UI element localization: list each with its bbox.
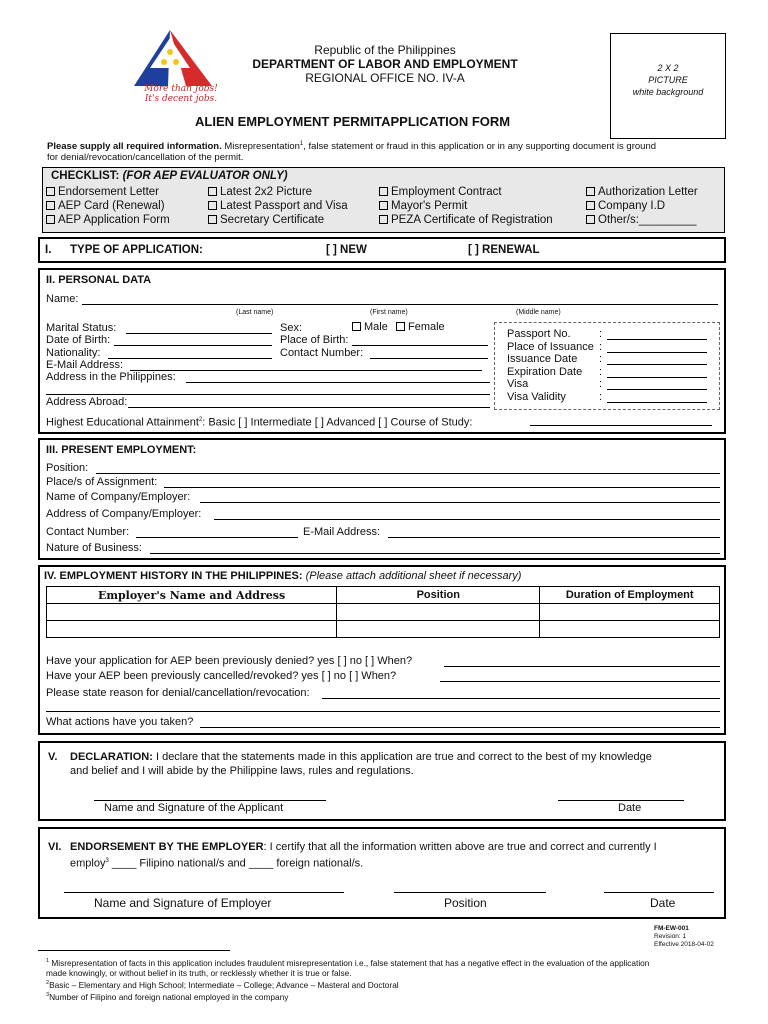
place-of-assignment-label: Place/s of Assignment: (46, 476, 158, 488)
education-line: Highest Educational Attainment$^2$: Basic [ ] Intermediate [ ] Advanced [ ] Course of Study: (46, 416, 473, 429)
nature-of-business-label: Nature of Business: (46, 542, 142, 554)
checklist-item[interactable]: Other/s:_________ (586, 213, 698, 227)
company-email-field[interactable] (388, 537, 720, 538)
section-employment-history (38, 565, 726, 735)
checklist-item[interactable]: Authorization Letter (586, 185, 698, 199)
duration-header: Duration of Employment (540, 587, 720, 604)
section-endorsement (38, 827, 726, 919)
passport-labels (507, 328, 594, 404)
middle-name-caption: (Middle name) (516, 309, 561, 316)
applicant-date-field[interactable] (558, 800, 684, 801)
address-abroad-field[interactable] (128, 407, 490, 408)
checklist-item[interactable]: Mayor's Permit (379, 199, 553, 213)
visa-validity-label: Visa Validity (507, 390, 566, 403)
employer-position-label: Position (444, 896, 487, 910)
checklist-item[interactable]: AEP Card (Renewal) (46, 199, 170, 213)
photo-size: 2 X 2 (657, 63, 679, 73)
place-of-issuance-label: Place of Issuance (507, 340, 594, 353)
place-of-issuance-field[interactable] (607, 352, 707, 353)
checklist-col3 (379, 185, 553, 227)
declaration-text-2: and belief and I will abide by the Philippine laws, rules and regulations. (70, 765, 414, 777)
place-of-assignment-field[interactable] (164, 487, 720, 488)
table-row (47, 604, 720, 621)
nationality-field[interactable] (108, 358, 272, 359)
section-declaration (38, 741, 726, 821)
checklist-col1 (46, 185, 170, 227)
employer-position-field[interactable] (394, 892, 546, 893)
actions-field[interactable] (200, 727, 720, 728)
checklist-box (42, 167, 725, 233)
company-email-label: E-Mail Address: (303, 526, 381, 538)
position-field[interactable] (96, 473, 720, 474)
checklist-col2 (208, 185, 348, 227)
section6-number: VI. (48, 841, 62, 853)
name-field[interactable] (82, 304, 718, 305)
company-contact-label: Contact Number: (46, 526, 130, 538)
pob-field[interactable] (352, 345, 488, 346)
checklist-col4 (586, 185, 698, 227)
endorsement-text-2: employ$^3$ ____ Filipino national/s and ____ foreign national/s. (70, 857, 364, 870)
nationality-label: Nationality: (46, 347, 101, 359)
nature-of-business-field[interactable] (150, 553, 720, 554)
reason-question: Please state reason for denial/cancellation/revocation: (46, 687, 310, 699)
renewal-option[interactable]: [ ] RENEWAL (468, 244, 540, 256)
course-of-study-field[interactable] (530, 425, 712, 426)
address-abroad-label: Address Abroad: (46, 396, 128, 408)
revoked-when-field[interactable] (440, 681, 720, 682)
dob-field[interactable] (114, 345, 272, 346)
section5-number: V. (48, 751, 58, 763)
employer-signature-label: Name and Signature of Employer (94, 896, 272, 910)
section-type-of-application (38, 237, 726, 263)
footnote-3: $^3$Number of Filipino and foreign national employed in the company (46, 991, 289, 1002)
footnote-1: $^1$ Misrepresentation of facts in this application includes fraudulent misrepresentation i.e., false statement that has a negative effect in the evaluation of the application (46, 957, 650, 968)
logo-slogan-2: It's decent jobs. (144, 94, 218, 104)
footnote-1-cont: made knowingly, or without belief in its truth, or recklessly whether it is true or false. (46, 967, 352, 978)
first-name-caption: (First name) (370, 309, 408, 316)
passport-box (494, 322, 720, 410)
employer-signature-field[interactable] (64, 892, 344, 893)
section4-title: IV. EMPLOYMENT HISTORY IN THE PHILIPPINES: (Please attach additional sheet if necessary) (44, 570, 522, 582)
male-option[interactable]: Male (352, 321, 388, 334)
expiration-date-field[interactable] (607, 377, 707, 378)
female-option[interactable]: Female (396, 321, 445, 334)
company-label: Name of Company/Employer: (46, 491, 191, 503)
logo-slogan-1: More than Jobs! (144, 84, 218, 94)
section3-title: III. PRESENT EMPLOYMENT: (46, 444, 197, 456)
actions-question: What actions have you taken? (46, 716, 194, 728)
intro-text: Please supply all required information. Misrepresentation$^1$, false statement or fraud in this application or in any supporting document is ground for denial/revocation/cancellation of the permit. (47, 141, 657, 164)
company-address-field[interactable] (214, 519, 720, 520)
address-ph-label: Address in the Philippines: (46, 371, 176, 383)
table-row (47, 621, 720, 638)
photo-background: white background (632, 87, 704, 97)
company-contact-field[interactable] (136, 537, 298, 538)
checklist-item[interactable]: AEP Application Form (46, 213, 170, 227)
passport-no-label: Passport No. (507, 328, 571, 340)
sex-label: Sex: (280, 322, 303, 334)
contact-field[interactable] (370, 358, 488, 359)
photo-box (610, 33, 726, 139)
pob-label: Place of Birth: (280, 334, 349, 346)
employer-date-field[interactable] (604, 892, 714, 893)
address-ph-field-2[interactable] (46, 394, 490, 395)
checklist-item[interactable]: Secretary Certificate (208, 213, 348, 227)
form-title: ALIEN EMPLOYMENT PERMITAPPLICATION FORM (195, 114, 511, 129)
footnote-divider (38, 950, 230, 951)
checklist-item[interactable]: Latest Passport and Visa (208, 199, 348, 213)
employment-history-table (46, 586, 720, 638)
checklist-title: CHECKLIST: (FOR AEP EVALUATOR ONLY) (51, 170, 288, 182)
email-field[interactable] (130, 370, 482, 371)
company-field[interactable] (200, 502, 720, 503)
photo-label: PICTURE (648, 75, 688, 85)
dob-label: Date of Birth: (46, 334, 111, 346)
declaration-text-1: DECLARATION: I declare that the statements made in this application are true and correct to the best of my knowledge (70, 751, 652, 763)
last-name-caption: (Last name) (236, 309, 274, 316)
form-revision: Revision: 1 (654, 933, 687, 940)
employer-header: Employer's Name and Address (47, 587, 337, 604)
form-code-number: FM-EW-001 (654, 925, 689, 932)
position-label: Position: (46, 462, 89, 474)
new-option[interactable]: [ ] NEW (326, 244, 367, 256)
reason-field[interactable] (322, 698, 720, 699)
marital-status-field[interactable] (126, 333, 272, 334)
visa-label: Visa (507, 378, 529, 391)
department-line: DEPARTMENT OF LABOR AND EMPLOYMENT (252, 57, 518, 71)
section-present-employment (38, 438, 726, 560)
checklist-item[interactable]: Employment Contract (379, 185, 553, 199)
position-header: Position (337, 587, 540, 604)
email-label: E-Mail Address: (46, 359, 124, 371)
issuance-date-label: Issuance Date (507, 353, 578, 366)
reason-field-2[interactable] (46, 711, 720, 712)
section1-number: I. (45, 244, 52, 256)
applicant-signature-label: Name and Signature of the Applicant (104, 802, 284, 814)
marital-status-label: Marital Status: (46, 322, 117, 334)
visa-field[interactable] (607, 389, 707, 390)
checklist-item[interactable]: Latest 2x2 Picture (208, 185, 348, 199)
contact-label: Contact Number: (280, 347, 364, 359)
expiration-date-label: Expiration Date (507, 365, 583, 378)
address-ph-field[interactable] (186, 382, 490, 383)
checklist-item[interactable]: PEZA Certificate of Registration (379, 213, 553, 227)
section-personal-data (38, 268, 726, 434)
applicant-date-label: Date (618, 802, 642, 814)
form-effective-date: Effective 2018-04-02 (654, 941, 714, 948)
issuance-date-field[interactable] (607, 364, 707, 365)
passport-colons: : : : : : : (599, 328, 603, 403)
visa-validity-field[interactable] (607, 402, 707, 403)
republic-line: Republic of the Philippines (314, 43, 456, 57)
footnote-2: $^2$Basic – Elementary and High School; Intermediate – College; Advance – Masteral and Doctoral (46, 979, 399, 990)
company-address-label: Address of Company/Employer: (46, 508, 202, 520)
name-label: Name: (46, 293, 79, 305)
denied-question: Have your application for AEP been previously denied? yes [ ] no [ ] When? (46, 655, 413, 667)
checklist-item[interactable]: Company I.D (586, 199, 698, 213)
denied-when-field[interactable] (444, 666, 720, 667)
office-line: REGIONAL OFFICE NO. IV-A (305, 71, 465, 85)
checklist-item[interactable]: Endorsement Letter (46, 185, 170, 199)
revoked-question: Have your AEP been previously cancelled/revoked? yes [ ] no [ ] When? (46, 670, 397, 682)
employer-date-label: Date (650, 896, 676, 910)
passport-no-field[interactable] (607, 339, 707, 340)
section1-label: TYPE OF APPLICATION: (70, 244, 203, 256)
applicant-signature-field[interactable] (94, 800, 326, 801)
header (200, 43, 570, 85)
section2-title: II. PERSONAL DATA (46, 274, 152, 286)
form-code (654, 925, 714, 949)
footnotes (46, 956, 726, 1001)
endorsement-text-1: ENDORSEMENT BY THE EMPLOYER: I certify that all the information written above are true and correct and currently I (70, 841, 657, 853)
